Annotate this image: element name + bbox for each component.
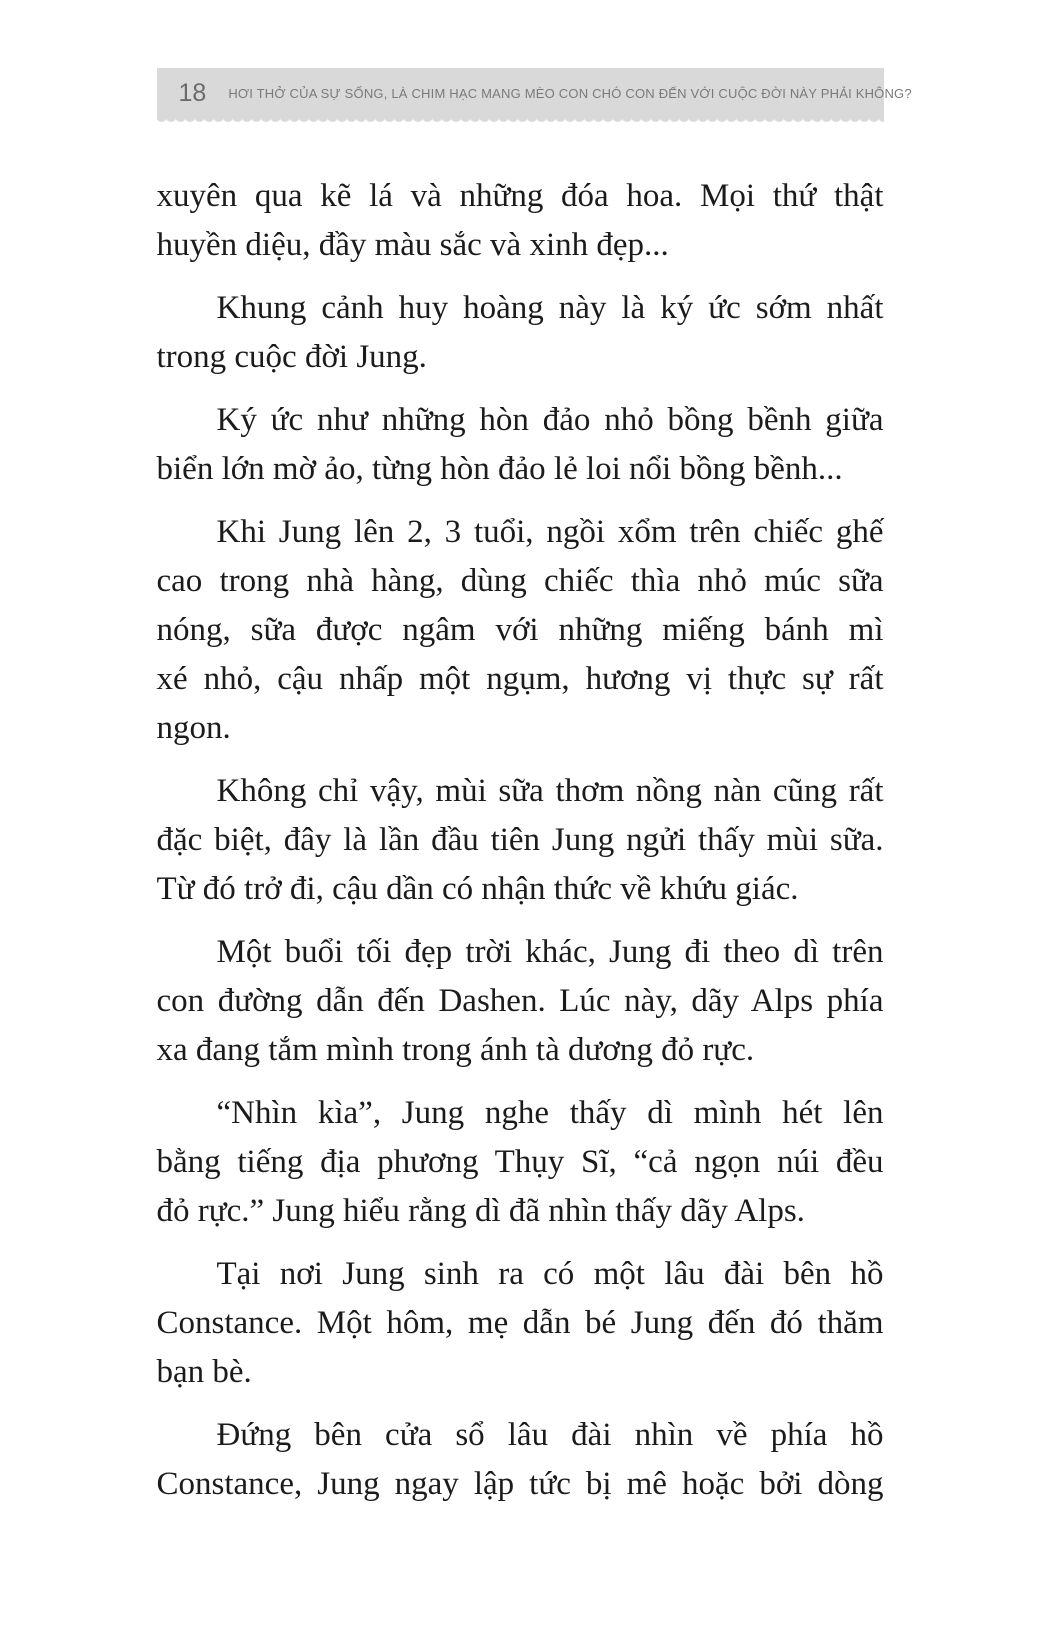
paragraph [157,1411,884,1509]
text-line: Constance, Jung ngay lập tức bị mê hoặc bởi dòng [156,1466,884,1502]
text-line: Constance. Một hôm, mẹ dẫn bé Jung đến đó thăm [156,1305,884,1341]
text-line: Ký ức như những hòn đảo nhỏ bồng bềnh giữa [216,402,884,438]
paragraph [157,508,884,753]
text-line: biển lớn mờ ảo, từng hòn đảo lẻ loi nổi bồng bềnh... [156,451,843,487]
text-line: huyền diệu, đầy màu sắc và xinh đẹp... [156,227,669,263]
page-number: 18 [178,78,207,107]
text-line: xa đang tắm mình trong ánh tà dương đỏ rực. [156,1032,755,1068]
page-header [157,68,912,126]
paragraph [157,767,884,914]
running-header-bar [157,68,912,118]
text-line: đỏ rực.” Jung hiểu rằng dì đã nhìn thấy dãy Alps. [156,1193,805,1229]
paragraph [157,284,884,382]
text-line: nóng, sữa được ngâm với những miếng bánh mì [156,612,884,648]
text-line: Một buổi tối đẹp trời khác, Jung đi theo dì trên [216,934,884,970]
text-line: Từ đó trở đi, cậu dần có nhận thức về khứu giác. [156,871,799,907]
text-line: trong cuộc đời Jung. [156,339,427,375]
text-line: cao trong nhà hàng, dùng chiếc thìa nhỏ múc sữa [156,563,884,599]
paragraph [157,396,884,494]
header-torn-edge [157,118,884,126]
text-line: ngon. [156,710,231,746]
paragraph [157,928,884,1075]
text-line: Không chỉ vậy, mùi sữa thơm nồng nàn cũng rất [216,773,884,809]
running-title: HƠI THỞ CỦA SỰ SỐNG, LÀ CHIM HẠC MANG MÈO CON CHÓ CON ĐẾN VỚI CUỘC ĐỜI NÀY PHẢI KHÔNG? [228,85,912,101]
paragraph [157,172,884,270]
text-line: con đường dẫn đến Dashen. Lúc này, dãy Alps phía [156,983,884,1019]
text-line: xé nhỏ, cậu nhấp một ngụm, hương vị thực sự rất [156,661,884,697]
paragraph [157,1089,884,1236]
text-line: bạn bè. [156,1354,252,1390]
text-line: Khung cảnh huy hoàng này là ký ức sớm nhất [216,290,884,326]
page-body [157,172,884,1509]
text-line: Tại nơi Jung sinh ra có một lâu đài bên hồ [216,1256,884,1292]
text-line: Đứng bên cửa sổ lâu đài nhìn về phía hồ [216,1417,884,1453]
text-line: bằng tiếng địa phương Thụy Sĩ, “cả ngọn núi đều [156,1144,884,1180]
paragraph [157,1250,884,1397]
text-line: “Nhìn kìa”, Jung nghe thấy dì mình hét lên [216,1095,884,1131]
text-line: đặc biệt, đây là lần đầu tiên Jung ngửi thấy mùi sữa. [156,822,884,858]
text-line: xuyên qua kẽ lá và những đóa hoa. Mọi thứ thật [156,178,884,214]
text-line: Khi Jung lên 2, 3 tuổi, ngồi xổm trên chiếc ghế [216,514,884,550]
content-column [156,68,912,1509]
